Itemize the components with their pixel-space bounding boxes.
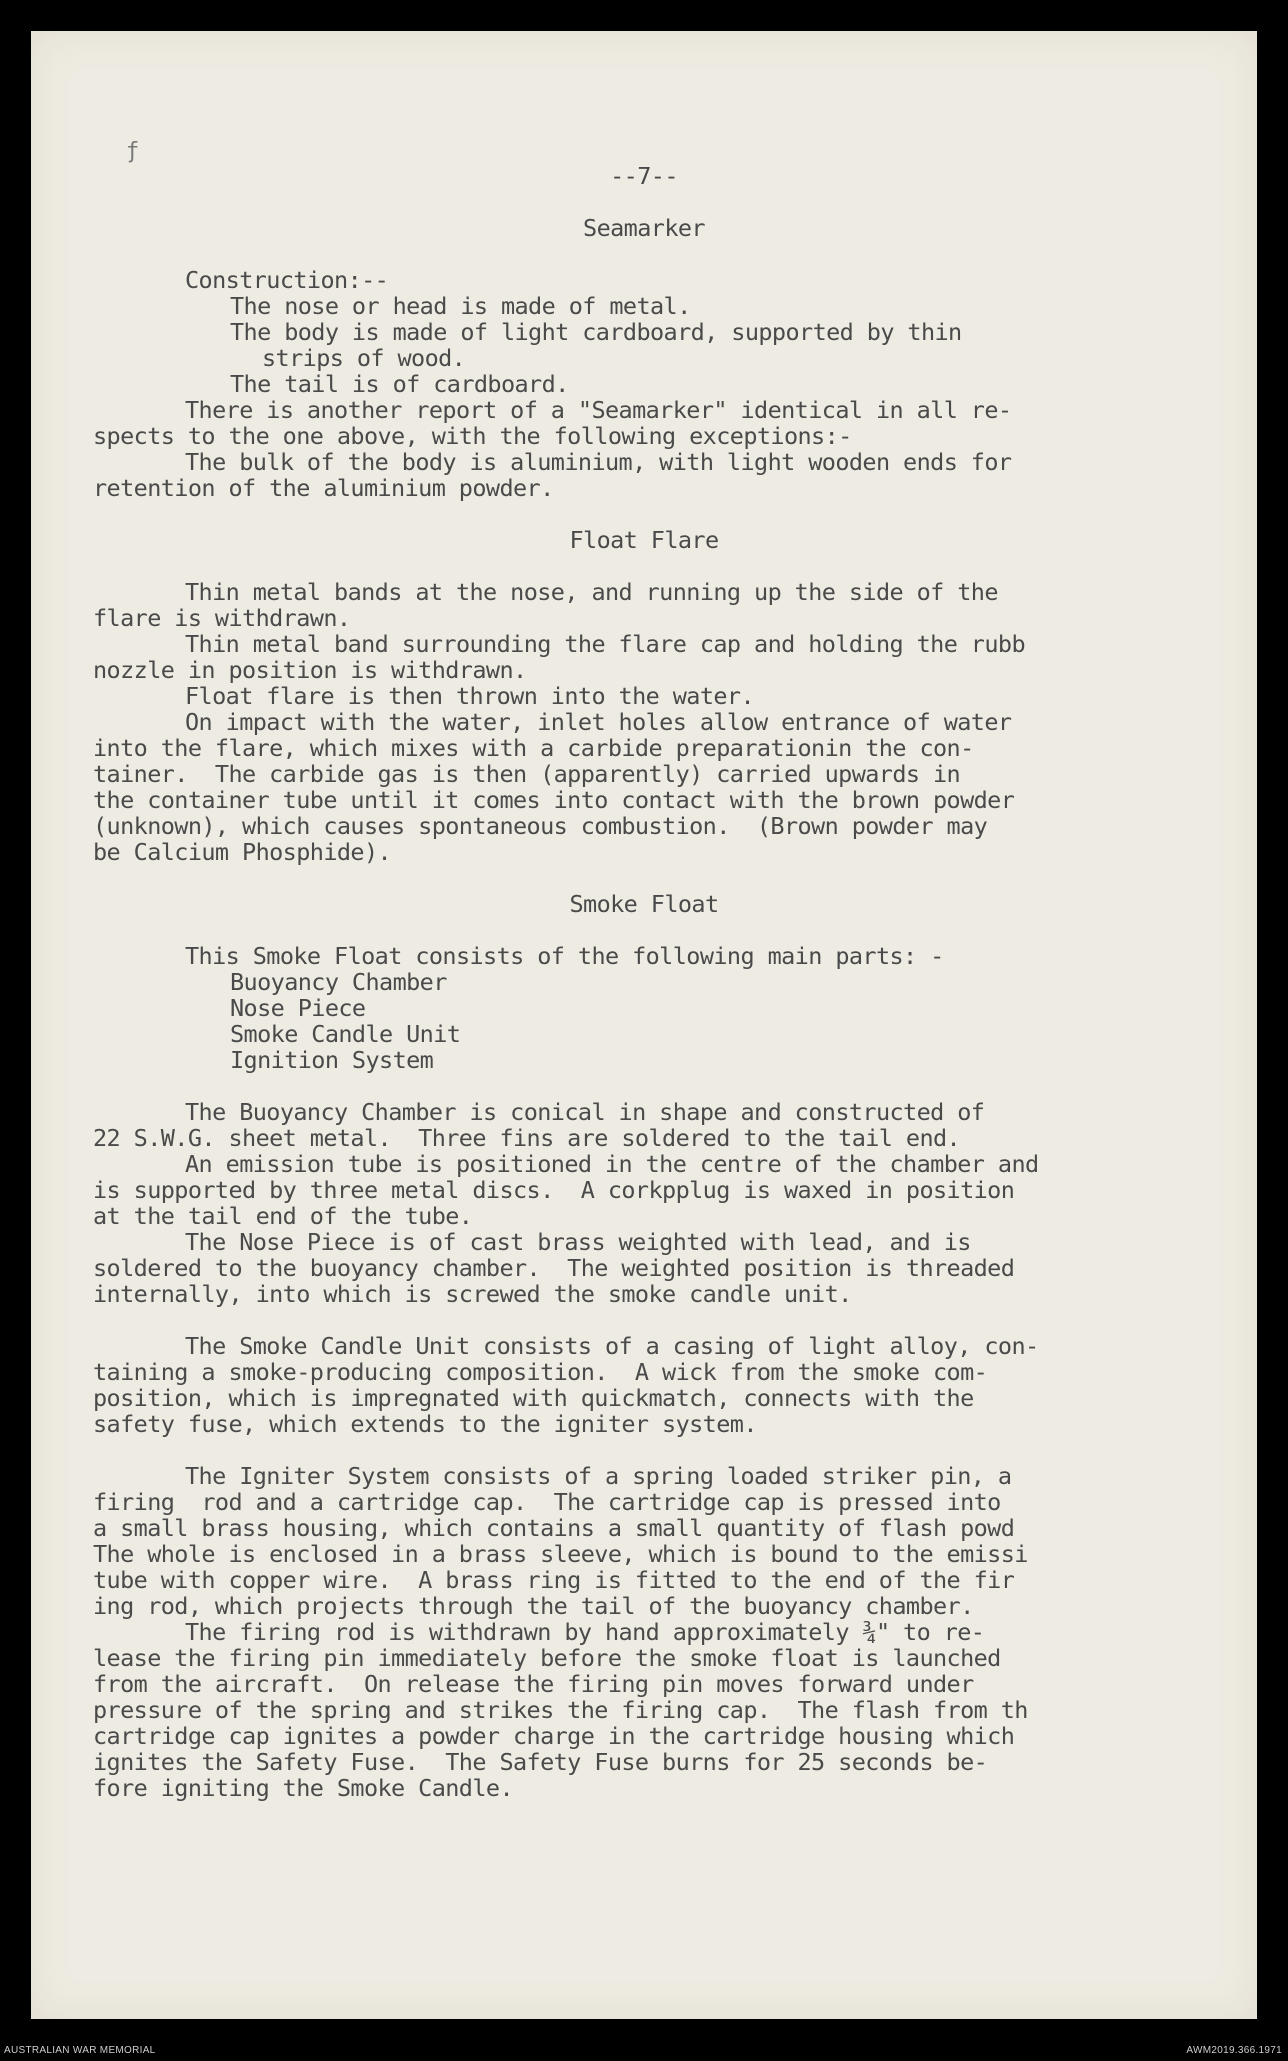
text-line: a small brass housing, which contains a small quantity of flash powd <box>93 1514 1015 1542</box>
text-line: from the aircraft. On release the firing pin moves forward under <box>93 1670 974 1698</box>
text-line: retention of the aluminium powder. <box>93 474 554 502</box>
text-line: The tail is of cardboard. <box>230 370 569 398</box>
text-line: cartridge cap ignites a powder charge in the cartridge housing which <box>93 1722 1015 1750</box>
text-line: flare is withdrawn. <box>93 604 351 632</box>
text-line: spects to the one above, with the following exceptions:- <box>93 422 852 450</box>
parts-list-item: Nose Piece <box>230 994 366 1022</box>
typed-text <box>31 31 1257 1802</box>
text-line: firing rod and a cartridge cap. The cartridge cap is pressed into <box>93 1488 1001 1516</box>
text-line: Thin metal band surrounding the flare cap and holding the rubb <box>185 630 1025 658</box>
text-line: This Smoke Float consists of the following main parts: - <box>185 942 944 970</box>
footer-credit: AUSTRALIAN WAR MEMORIAL <box>4 2045 156 2056</box>
text-line: The Igniter System consists of a spring loaded striker pin, a <box>185 1462 1012 1490</box>
section-heading-seamarker: Seamarker <box>583 214 705 242</box>
section-heading-smoke-float: Smoke Float <box>569 890 719 918</box>
text-line: tube with copper wire. A brass ring is fitted to the end of the fir <box>93 1566 1015 1594</box>
text-line: position, which is impregnated with quickmatch, connects with the <box>93 1384 974 1412</box>
text-line: (unknown), which causes spontaneous combustion. (Brown powder may <box>93 812 988 840</box>
page-number: --7-- <box>610 162 678 190</box>
text-line: ignites the Safety Fuse. The Safety Fuse burns for 25 seconds be- <box>93 1748 988 1776</box>
text-line: Construction:-- <box>185 266 389 294</box>
text-line: The Nose Piece is of cast brass weighted with lead, and is <box>185 1228 971 1256</box>
text-line: The firing rod is withdrawn by hand approximately ¾" to re- <box>185 1618 985 1646</box>
text-line: be Calcium Phosphide). <box>93 838 392 866</box>
parts-list-item: Ignition System <box>230 1046 434 1074</box>
document-page <box>31 31 1257 2019</box>
text-line: is supported by three metal discs. A corkpplug is waxed in position <box>93 1176 1015 1204</box>
text-line: The Buoyancy Chamber is conical in shape and constructed of <box>185 1098 985 1126</box>
footer-accession-number: AWM2019.366.1971 <box>1186 2045 1282 2056</box>
text-line: tainer. The carbide gas is then (apparently) carried upwards in <box>93 760 961 788</box>
text-line: nozzle in position is withdrawn. <box>93 656 527 684</box>
text-line: The Smoke Candle Unit consists of a casing of light alloy, con- <box>185 1332 1039 1360</box>
parts-list-item: Buoyancy Chamber <box>230 968 447 996</box>
text-line: pressure of the spring and strikes the firing cap. The flash from th <box>93 1696 1028 1724</box>
text-line: soldered to the buoyancy chamber. The weighted position is threaded <box>93 1254 1015 1282</box>
text-line: 22 S.W.G. sheet metal. Three fins are soldered to the tail end. <box>93 1124 961 1152</box>
text-line: On impact with the water, inlet holes allow entrance of water <box>185 708 1012 736</box>
parts-list-item: Smoke Candle Unit <box>230 1020 461 1048</box>
text-line: Thin metal bands at the nose, and running up the side of the <box>185 578 998 606</box>
text-line: into the flare, which mixes with a carbide preparationin the con- <box>93 734 974 762</box>
text-line: strips of wood. <box>262 344 466 372</box>
text-line: An emission tube is positioned in the centre of the chamber and <box>185 1150 1039 1178</box>
section-heading-float-flare: Float Flare <box>569 526 719 554</box>
text-line: The bulk of the body is aluminium, with light wooden ends for <box>185 448 1012 476</box>
text-line: The whole is enclosed in a brass sleeve, which is bound to the emissi <box>93 1540 1028 1568</box>
text-line: lease the firing pin immediately before the smoke float is launched <box>93 1644 1001 1672</box>
text-line: the container tube until it comes into contact with the brown powder <box>93 786 1015 814</box>
text-line: The body is made of light cardboard, supported by thin <box>230 318 962 346</box>
paper-blemish: ƒ <box>126 139 140 164</box>
text-line: Float flare is then thrown into the water. <box>185 682 755 710</box>
text-line: at the tail end of the tube. <box>93 1202 473 1230</box>
text-line: taining a smoke-producing composition. A wick from the smoke com- <box>93 1358 988 1386</box>
text-line: internally, into which is screwed the smoke candle unit. <box>93 1280 852 1308</box>
text-line: fore igniting the Smoke Candle. <box>93 1774 513 1802</box>
text-line: safety fuse, which extends to the igniter system. <box>93 1410 757 1438</box>
text-line: The nose or head is made of metal. <box>230 292 691 320</box>
text-line: ing rod, which projects through the tail of the buoyancy chamber. <box>93 1592 974 1620</box>
text-line: There is another report of a "Seamarker" identical in all re- <box>185 396 1012 424</box>
